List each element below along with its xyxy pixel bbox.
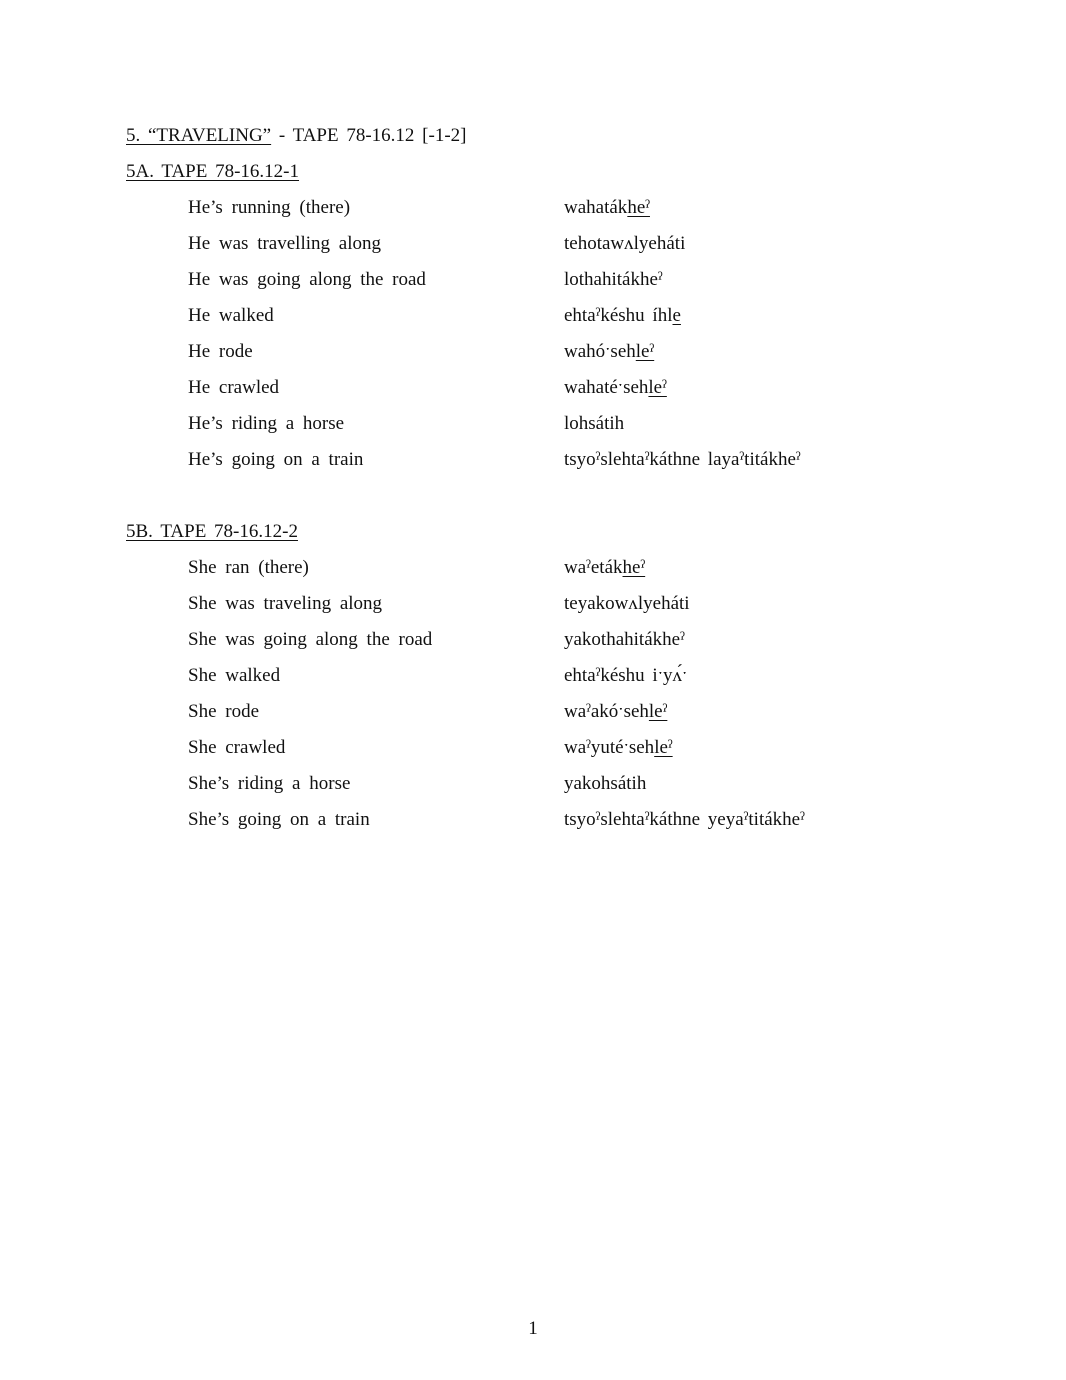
english-gloss: She rode (188, 701, 260, 722)
section-heading-5b: 5B. TAPE 78-16.12-2 (126, 521, 298, 542)
english-gloss: She crawled (188, 737, 286, 758)
table-row (0, 737, 1066, 765)
page-number: 1 (528, 1318, 538, 1339)
native-form: waˀyutéˑsehleˀ (564, 737, 673, 758)
native-form: tsyoˀslehtaˀkáthne layaˀtitákheˀ (564, 449, 801, 470)
english-gloss: She’s riding a horse (188, 773, 351, 794)
table-row (0, 341, 1066, 369)
table-row (0, 701, 1066, 729)
native-form: lohsátih (564, 413, 625, 434)
native-form: waˀakóˑsehleˀ (564, 701, 668, 722)
section-heading-5a: 5A. TAPE 78-16.12-1 (126, 161, 300, 182)
table-row (0, 773, 1066, 801)
table-row (0, 593, 1066, 621)
english-gloss: She’s going on a train (188, 809, 370, 830)
native-form: yakothahitákheˀ (564, 629, 685, 650)
english-gloss: She ran (there) (188, 557, 309, 578)
table-row (0, 557, 1066, 585)
english-gloss: He rode (188, 341, 253, 362)
table-row (0, 233, 1066, 261)
native-form: yakohsátih (564, 773, 647, 794)
table-row (0, 269, 1066, 297)
english-gloss: He walked (188, 305, 274, 326)
table-row (0, 809, 1066, 837)
table-row (0, 665, 1066, 693)
native-form: wahatákheˀ (564, 197, 650, 218)
native-form: tsyoˀslehtaˀkáthne yeyaˀtitákheˀ (564, 809, 805, 830)
native-form: teyakowʌlyeháti (564, 593, 690, 614)
english-gloss: He’s running (there) (188, 197, 351, 218)
native-form: ehtaˀkéshu iˑyʌ́ˑ (564, 665, 688, 686)
table-row (0, 449, 1066, 477)
title-underlined: 5. “TRAVELING” (126, 125, 272, 146)
english-gloss: She was going along the road (188, 629, 433, 650)
english-gloss: He was travelling along (188, 233, 381, 254)
native-form: lothahitákheˀ (564, 269, 663, 290)
table-row (0, 305, 1066, 333)
english-gloss: She was traveling along (188, 593, 383, 614)
english-gloss: He’s going on a train (188, 449, 364, 470)
native-form: wahatéˑsehleˀ (564, 377, 667, 398)
document-title (126, 125, 466, 147)
english-gloss: She walked (188, 665, 281, 686)
english-gloss: He’s riding a horse (188, 413, 345, 434)
native-form: tehotawʌlyeháti (564, 233, 686, 254)
table-row (0, 629, 1066, 657)
native-form: ehtaˀkéshu íhle (564, 305, 681, 326)
english-gloss: He was going along the road (188, 269, 426, 290)
native-form: wahóˑsehleˀ (564, 341, 655, 362)
native-form: waˀetákheˀ (564, 557, 646, 578)
table-row (0, 197, 1066, 225)
english-gloss: He crawled (188, 377, 280, 398)
table-row (0, 413, 1066, 441)
title-rest: - TAPE 78-16.12 [-1-2] (271, 125, 467, 146)
table-row (0, 377, 1066, 405)
